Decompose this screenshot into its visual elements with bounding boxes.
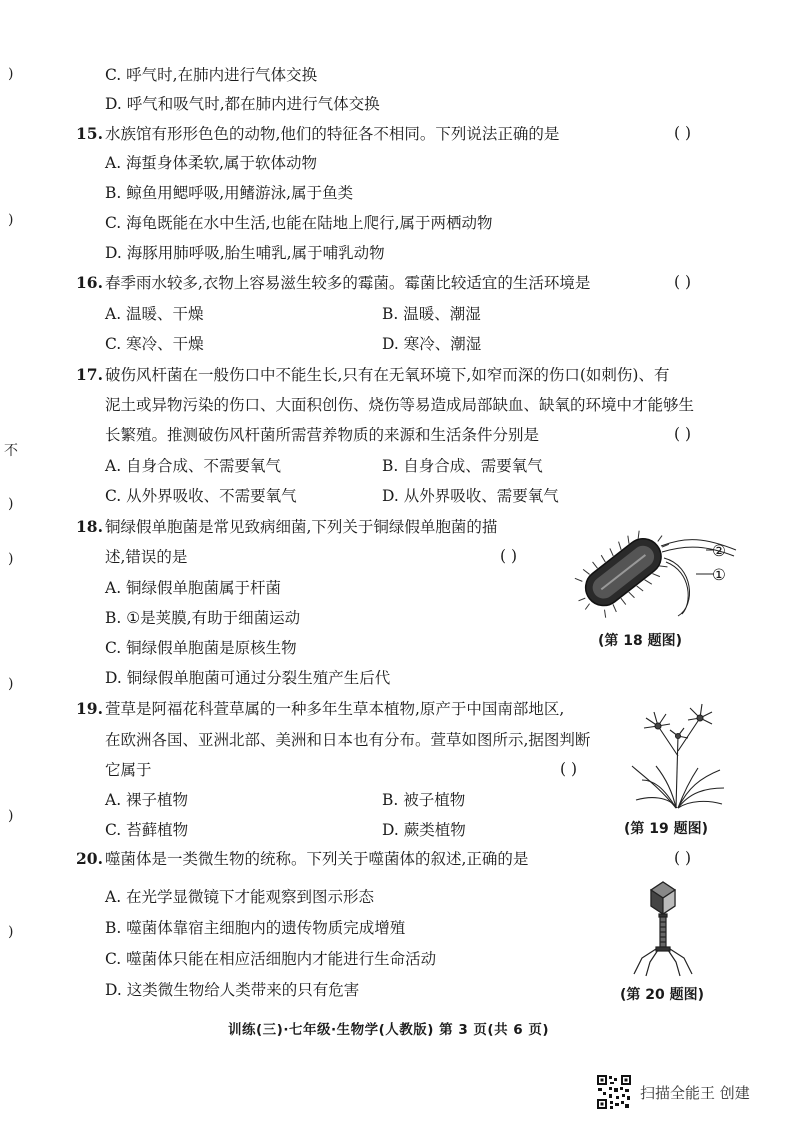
q16-stem: 春季雨水较多,衣物上容易滋生较多的霉菌。霉菌比较适宜的生活环境是 [105,274,591,292]
q19-number: 19. [76,699,103,718]
q20-caption: (第 20 题图) [620,987,705,1003]
q19-stem-line-2: 在欧洲各国、亚洲北部、美洲和日本也有分布。萱草如图所示,据图判断 [105,731,591,749]
q16-option-c: C. 寒冷、干燥 [105,335,204,353]
q20-stem: 噬菌体是一类微生物的统称。下列关于噬菌体的叙述,正确的是 [105,850,529,868]
q17-option-a: A. 自身合成、不需要氧气 [105,457,282,475]
q19-option-b: B. 被子植物 [382,791,466,809]
q17-option-d: D. 从外界吸收、需要氧气 [382,487,559,505]
q19-answer-paren: ( ) [560,760,578,778]
q20-option-d: D. 这类微生物给人类带来的只有危害 [105,981,360,999]
margin-mark: 不 [4,443,18,459]
q18-label-2: ② [712,542,726,560]
q15-option-b: B. 鲸鱼用鳃呼吸,用鳍游泳,属于鱼类 [105,184,354,202]
page-footer: 训练(三)·七年级·生物学(人教版) 第 3 页(共 6 页) [228,1022,550,1038]
q14-option-d: D. 呼气和吸气时,都在肺内进行气体交换 [105,95,380,113]
q19-option-d: D. 蕨类植物 [382,821,466,839]
q19-stem-line-1: 萱草是阿福花科萱草属的一种多年生草本植物,原产于中国南部地区, [105,700,565,718]
qr-code-icon [596,1074,632,1110]
q16-option-a: A. 温暖、干燥 [105,305,204,323]
q20-option-b: B. 噬菌体靠宿主细胞内的遗传物质完成增殖 [105,919,406,937]
q18-option-b: B. ①是荚膜,有助于细菌运动 [105,609,301,627]
q19-option-a: A. 裸子植物 [105,791,189,809]
margin-mark: ) [8,496,14,512]
q18-caption: (第 18 题图) [598,633,683,649]
q18-option-c: C. 铜绿假单胞菌是原核生物 [105,639,297,657]
q16-option-d: D. 寒冷、潮湿 [382,335,482,353]
q17-answer-paren: ( ) [674,425,692,443]
margin-mark: ) [8,676,14,692]
q15-stem: 水族馆有形形色色的动物,他们的特征各不相同。下列说法正确的是 [105,125,560,143]
q19-stem-line-3: 它属于 [105,761,152,779]
q17-stem-line-2: 泥土或异物污染的伤口、大面积创伤、烧伤等易造成局部缺血、缺氧的环境中才能够生 [105,396,695,414]
q14-option-c: C. 呼气时,在肺内进行气体交换 [105,66,318,84]
q16-answer-paren: ( ) [674,273,692,291]
q16-option-b: B. 温暖、潮湿 [382,305,481,323]
margin-mark: ) [8,212,14,228]
q18-stem-line-1: 铜绿假单胞菌是常见致病细菌,下列关于铜绿假单胞菌的描 [105,518,498,536]
daylily-figure [628,696,728,812]
q15-option-d: D. 海豚用肺呼吸,胎生哺乳,属于哺乳动物 [105,244,385,262]
q18-answer-paren: ( ) [500,547,518,565]
q18-stem-line-2: 述,错误的是 [105,548,188,566]
bacteriophage-figure [628,878,698,978]
q20-answer-paren: ( ) [674,849,692,867]
q20-option-a: A. 在光学显微镜下才能观察到图示形态 [105,888,375,906]
q17-stem-line-3: 长繁殖。推测破伤风杆菌所需营养物质的来源和生活条件分别是 [105,426,540,444]
q18-label-1: ① [712,566,726,584]
q18-option-a: A. 铜绿假单胞菌属于杆菌 [105,579,282,597]
q17-option-b: B. 自身合成、需要氧气 [382,457,543,475]
q20-number: 20. [76,849,103,868]
q19-caption: (第 19 题图) [624,821,709,837]
margin-mark: ) [8,924,14,940]
q17-option-c: C. 从外界吸收、不需要氧气 [105,487,297,505]
margin-mark: ) [8,66,14,82]
margin-mark: ) [8,808,14,824]
q20-option-c: C. 噬菌体只能在相应活细胞内才能进行生命活动 [105,950,437,968]
q17-number: 17. [76,365,103,384]
scanner-watermark: 扫描全能王 创建 [640,1084,750,1102]
q16-number: 16. [76,273,103,292]
q19-option-c: C. 苔藓植物 [105,821,189,839]
q15-answer-paren: ( ) [674,124,692,142]
q15-number: 15. [76,124,103,143]
q18-option-d: D. 铜绿假单胞菌可通过分裂生殖产生后代 [105,669,391,687]
q18-number: 18. [76,517,103,536]
q17-stem-line-1: 破伤风杆菌在一般伤口中不能生长,只有在无氧环境下,如窄而深的伤口(如刺伤)、有 [105,366,670,384]
q15-option-c: C. 海龟既能在水中生活,也能在陆地上爬行,属于两栖动物 [105,214,493,232]
q15-option-a: A. 海蜇身体柔软,属于软体动物 [105,154,317,172]
margin-mark: ) [8,551,14,567]
